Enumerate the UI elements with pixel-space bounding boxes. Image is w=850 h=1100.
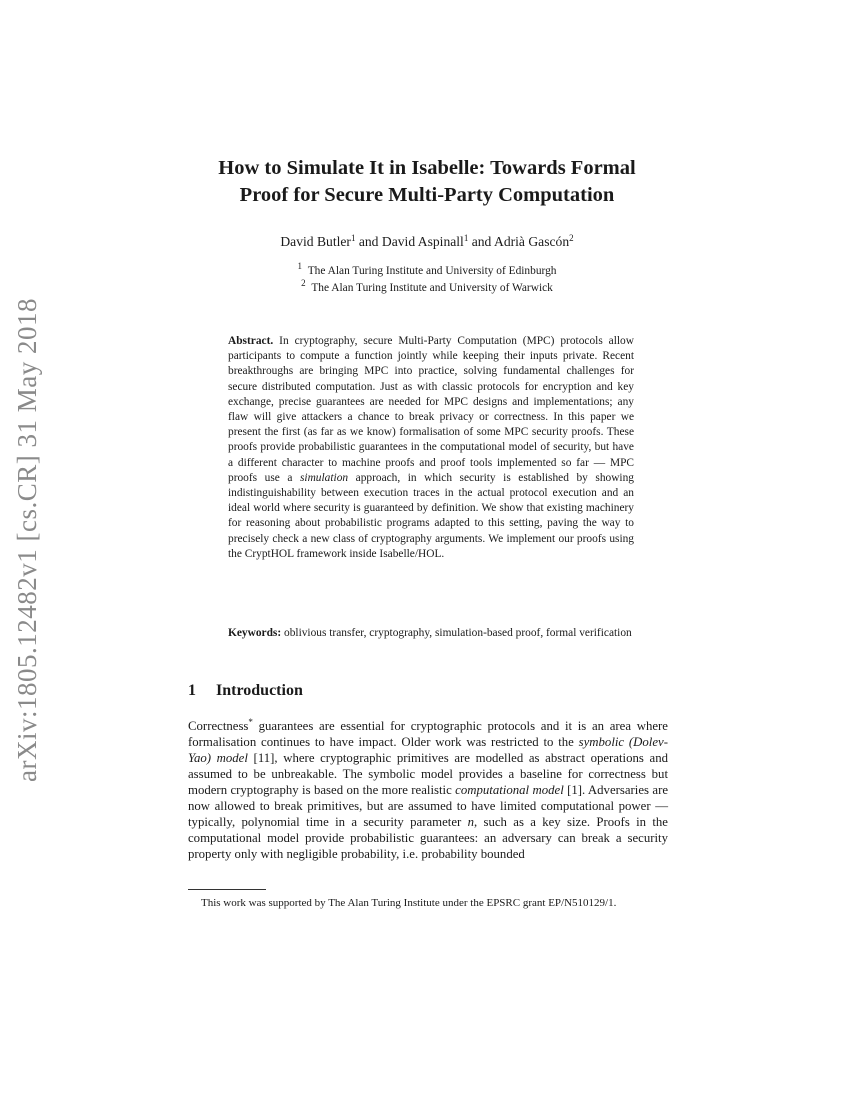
keywords-label: Keywords: <box>228 627 282 639</box>
affiliation <box>160 280 694 297</box>
author-list <box>160 234 694 250</box>
intro-math: n <box>467 815 474 829</box>
section-heading <box>188 682 303 700</box>
section-number: 1 <box>188 682 196 699</box>
intro-emphasis: computational model <box>455 783 564 797</box>
affiliation-list <box>160 263 694 297</box>
author-affil-mark: 1 <box>463 233 469 243</box>
footnote-marker: * <box>248 717 253 727</box>
abstract-text: approach, in which security is established by showing indistinguishability between execution traces in the actual protocol execution and an ideal world where security is guaranteed by definition. We show that existing machinery for reasoning about probabilistic programs adapted to this setting, paving the way to precisely check a new class of cryptography arguments. We implement our proofs using the CryptHOL framework inside Isabelle/HOL. <box>228 471 634 560</box>
author-name: Adrià Gascón <box>494 234 570 249</box>
abstract-label: Abstract. <box>228 335 274 347</box>
affiliation-text: The Alan Turing Institute and University of Edinburgh <box>307 265 557 277</box>
intro-emphasis: symbolic (Dolev-Yao) model <box>188 735 668 765</box>
keywords <box>228 626 634 641</box>
affiliation-text: The Alan Turing Institute and University of Warwick <box>311 282 553 294</box>
abstract-text: In cryptography, secure Multi-Party Computation (MPC) protocols allow participants to compute a function jointly while keeping their inputs private. Recent breakthroughs are bringing MPC into practice, solving fundamental challenges for secure distributed computation. Just as with classic protocols for encryption and key exchange, precise guarantees are needed for MPC designs and implementations; any flaw will give attackers a chance to break privacy or correctness. In this paper we present the first (as far as we know) formalisation of some MPC security proofs. These proofs provide probabilistic guarantees in the computational model of security, but have a different character to machine proofs and proof tools implemented so far — MPC proofs use a <box>228 335 634 484</box>
author-name: David Aspinall <box>381 234 464 249</box>
intro-text: [11], where cryptographic primitives are modelled as abstract operations and assumed to be unbreakable. The symbolic model provides a baseline for correctness but modern cryptography is based on the more realistic <box>188 751 668 797</box>
intro-text: Correctness <box>188 719 249 733</box>
title-line-1: How to Simulate It in Isabelle: Towards Formal <box>218 157 636 179</box>
paper-title <box>160 155 694 209</box>
footnote: This work was supported by The Alan Turing Institute under the EPSRC grant EP/N510129/1. <box>201 897 617 909</box>
author-separator: and <box>355 234 382 249</box>
abstract <box>228 334 634 562</box>
intro-text: guarantees are essential for cryptographic protocols and it is an area where formalisation continues to have impact. Older work was restricted to the <box>188 719 668 749</box>
author-separator: and <box>468 234 495 249</box>
abstract-emphasis: simulation <box>299 471 349 484</box>
intro-text: [1]. Adversaries are now allowed to break primitives, but are assumed to have limited computational power — typically, polynomial time in a security parameter <box>188 783 669 829</box>
footnote-rule <box>188 889 266 890</box>
author-name: David Butler <box>280 234 351 249</box>
arxiv-identifier-stamp: arXiv:1805.12482v1 [cs.CR] 31 May 2018 <box>12 298 42 782</box>
keywords-text: oblivious transfer, cryptography, simulation-based proof, formal verification <box>284 627 632 639</box>
title-line-2: Proof for Secure Multi-Party Computation <box>239 184 615 206</box>
affiliation-mark: 1 <box>297 261 302 271</box>
affiliation-mark: 2 <box>301 278 306 288</box>
author-affil-mark: 2 <box>569 233 574 243</box>
affiliation <box>160 263 694 280</box>
intro-text: , such as a key size. Proofs in the computational model provide probabilistic guarantees: an adversary can break a security property only with negligible probability, i.e. probability bounded <box>188 815 668 861</box>
section-title: Introduction <box>216 682 303 699</box>
author-affil-mark: 1 <box>350 233 356 243</box>
intro-paragraph <box>188 718 668 862</box>
